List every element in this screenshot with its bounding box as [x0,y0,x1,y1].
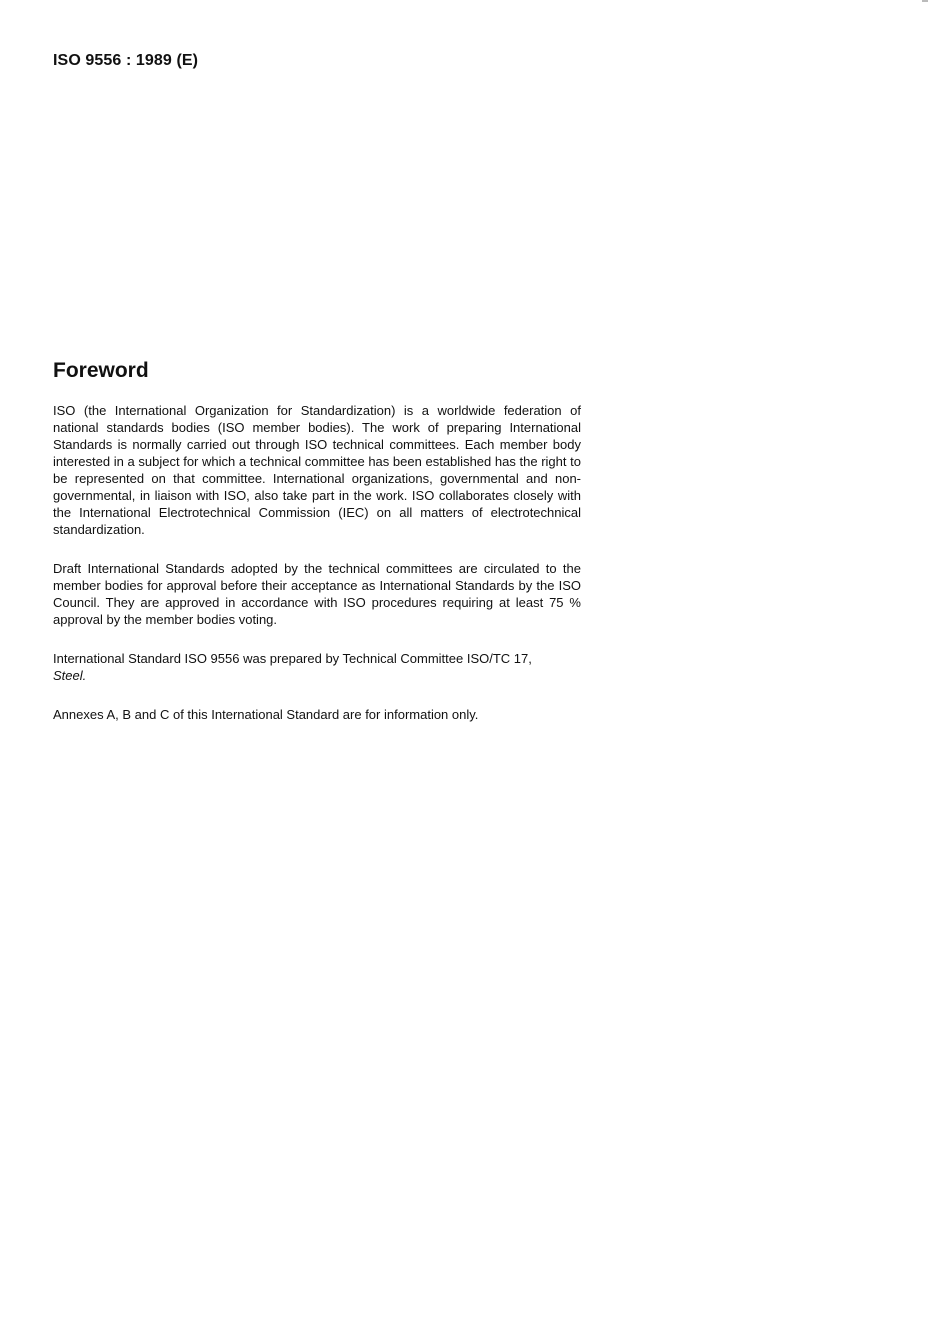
document-identifier: ISO 9556 : 1989 (E) [53,52,199,69]
foreword-title: Foreword [53,359,149,382]
foreword-paragraph-iso-intro: ISO (the International Organization for Standardization) is a worldwide federation of national standards bodies (ISO member bodies). The work of preparing International Standards is normally carried out through ISO technical committees. Each member body interested in a subject for which a technical committee has been established has the right to be represented on that committee. International organizations, governmental and non-governmental, in liaison with ISO, also take part in the work. ISO collaborates closely with the International Electrotechnical Commission (IEC) on all matters of electrotechnical standardization. [53,403,581,537]
foreword-section [53,357,581,745]
foreword-paragraph-draft-standards: Draft International Standards adopted by the technical committees are circulated to the member bodies for approval before their acceptance as International Standards by the ISO Council. They are approved in accordance with ISO procedures requiring at least 75 % approval by the member bodies voting. [53,561,581,627]
scan-edge-mark [922,0,928,2]
foreword-paragraph-prepared-by [53,650,581,684]
committee-name: Steel. [53,668,87,683]
prepared-by-text: International Standard ISO 9556 was prepared by Technical Committee ISO/TC 17, [53,651,532,666]
foreword-paragraph-annexes: Annexes A, B and C of this International Standard are for information only. [53,707,479,722]
